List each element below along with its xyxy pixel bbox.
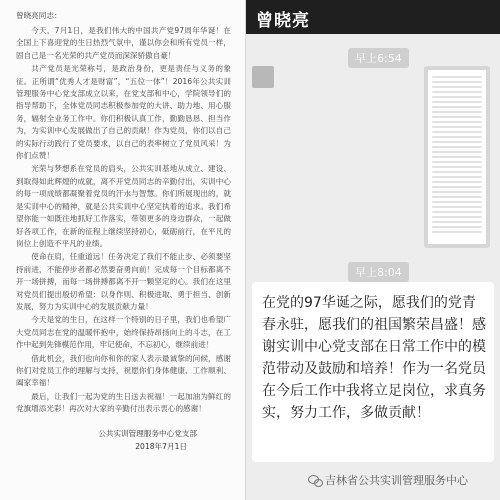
letter-paragraph: 光荣与梦想系在党员的肩头，公共实训基地从成立、建设、到取得如此辉煌的成就，离不开党员同志的辛勤付出，实训中心的每一项成绩都凝聚着党员的汗水与智慧。你们所展现出的，就是实训中心的精神，就是公共实训中心坚定执着的追求。我们希望你能一如既往地抓好工作落实，带领更多的身边群众，一起做好各项工作，在新的征程上继续坚持初心，砥砺前行，在平凡的岗位上创造不平凡的业绩。 — [16, 164, 231, 248]
chat-title: 曾晓亮 — [246, 0, 500, 34]
letter-paragraph: 共产党员是光荣称号，是政治身份，更是责任与义务的象征。正所谓“优秀人才是财富”，“五位一体”！2016年公共实训管理服务中心党支部成立以来，在党支部和中心，学院领导们的指导帮助下，全体党员同志积极参加党的大讲、助力地、用心服务，辐射全业务工作中。你们积极认真工作，勤勤恳恳、担当作为，为实训中心发展做出了自己的贡献！作为党员，你们以自己的实际行动践行了党员要求，以自己的表率树立了党员风采！为你们点赞！ — [16, 64, 231, 161]
image-message[interactable] — [424, 66, 490, 248]
wechat-icon — [308, 475, 322, 486]
avatar[interactable] — [252, 66, 274, 88]
watermark-text: 吉林省公共实训管理服务中心 — [325, 474, 468, 487]
text-message[interactable]: 在党的97华诞之际，愿我们的党青春永驻，愿我们的祖国繁荣昌盛！感谢实训中心党支部在日常工作中的模范带动及鼓励和培养！作为一名党员在今后工作中我将立足岗位，求真务实，努力工作，多做贡献！ — [252, 282, 494, 462]
letter-paragraph: 使命在肩，任重道远！任务决定了我们不能止步、必须要坚持前进，不能停步者都必然要奋勇向前！完成每一个目标都离不开一场拼搏，而每一场拼搏都离不开一颗坚定的心。我们在这里对党员们提出殷切希望：以身作则、积极进取、勇于担当、创新发展，努力为实训中心的发展贡献力量！ — [16, 252, 231, 311]
letter-closing: 最后，让我们一起为党的生日送去祝福！一起加油为鲜红的党旗增添光彩！再次对大家的辛勤付出表示衷心的感谢！ — [16, 391, 231, 414]
watermark — [308, 472, 468, 488]
letter-paragraph: 借此机会，我们也向你和你的家人表示最诚挚的问候，感谢你们对党员工作的理解与支持，祝愿你们身体健康、工作顺利、阖家幸福！ — [16, 353, 231, 388]
letter-paragraph: 今天，7月1日，是我们伟大的中国共产党97周年华诞！在全国上下喜迎党的生日热烈气氛中，谨以你会和所有党员一样，固自己是一名光荣的共产党员而深深骄傲自豪！ — [16, 26, 231, 60]
chat-panel — [246, 0, 500, 500]
document-thumbnail — [428, 70, 486, 244]
letter-signature: 公共实训管理服务中心党支部 — [98, 428, 197, 438]
letter-paragraph: 今天是党的生日，在这样一个特别的日子里，我们也希望广大党员同志在党的温暖怀抱中，始终保持昂扬向上的斗志，在工作中起到先锋模范作用，牢记使命，不忘初心，继续前进！ — [16, 315, 231, 350]
letter-image — [0, 0, 246, 500]
timestamp: 早上8:04 — [348, 262, 409, 282]
letter-salutation: 曾晓亮同志： — [16, 11, 62, 20]
timestamp: 早上6:54 — [348, 48, 409, 68]
letter-date: 2018年7月1日 — [135, 441, 187, 451]
